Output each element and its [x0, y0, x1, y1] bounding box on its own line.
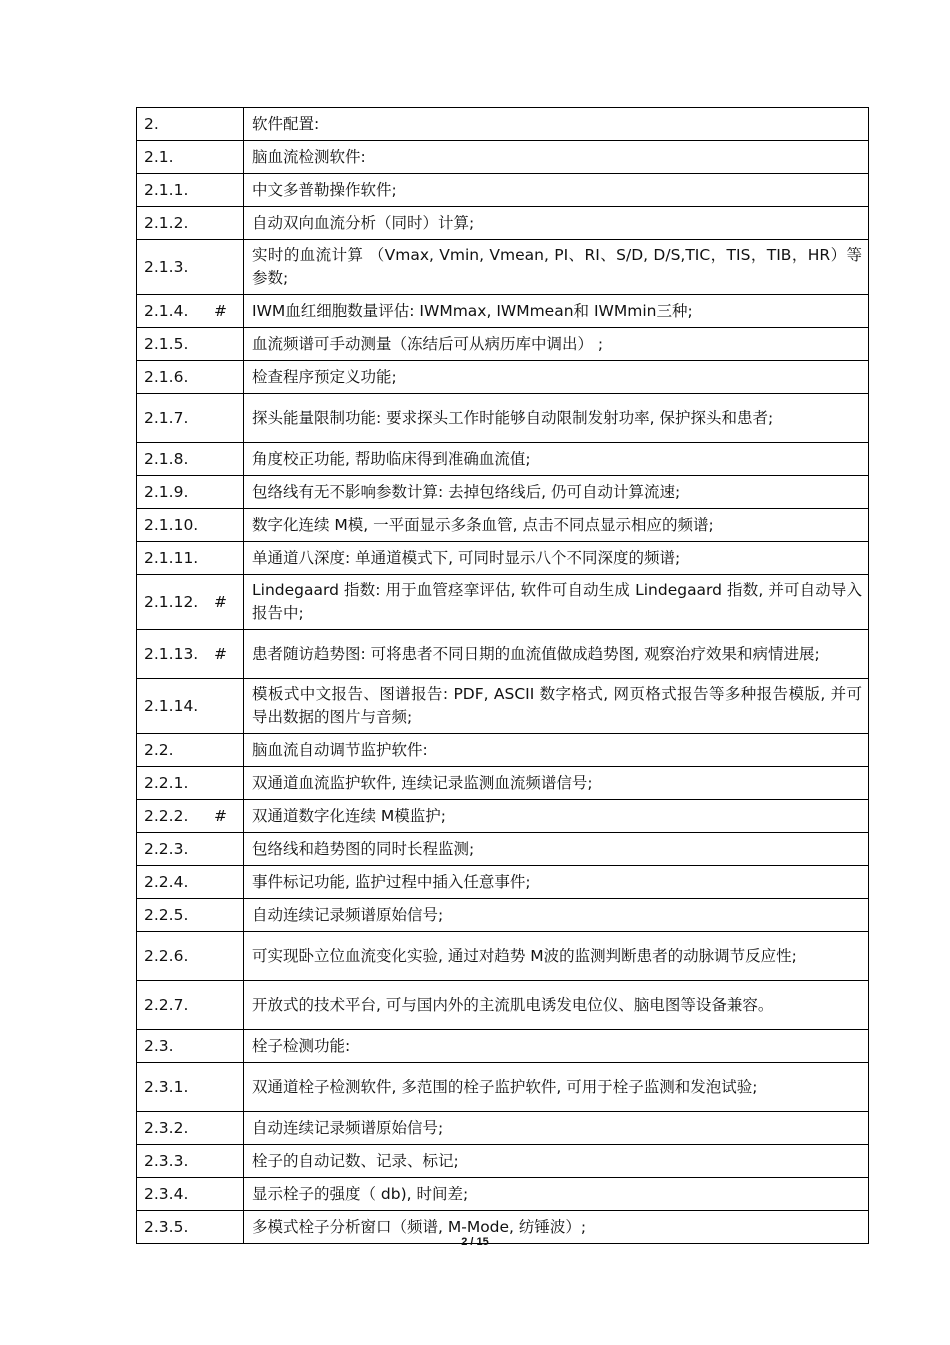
item-number: 2.3.4. [144, 1184, 189, 1203]
item-number-cell [137, 800, 244, 833]
key-item-mark: # [214, 592, 227, 611]
table-row [137, 800, 869, 833]
item-number-wrap [144, 333, 237, 356]
item-description: 单通道八深度: 单通道模式下, 可同时显示八个不同深度的频谱; [244, 542, 869, 575]
item-number: 2.3.5. [144, 1217, 189, 1236]
table-row [137, 141, 869, 174]
item-number: 2.1.12. [144, 592, 199, 611]
item-number-wrap [144, 547, 237, 570]
item-description: 患者随访趋势图: 可将患者不同日期的血流值做成趋势图, 观察治疗效果和病情进展; [244, 630, 869, 679]
item-description: 多模式栓子分析窗口（频谱, M-Mode, 纺锤波）; [244, 1211, 869, 1244]
item-description: IWM血红细胞数量评估: IWMmax, IWMmean和 IWMmin三种; [244, 295, 869, 328]
item-description: 中文多普勒操作软件; [244, 174, 869, 207]
item-number-cell [137, 833, 244, 866]
table-row [137, 542, 869, 575]
item-number: 2.1.6. [144, 367, 189, 386]
item-number-cell [137, 734, 244, 767]
item-number-wrap [144, 448, 237, 471]
table-row [137, 1030, 869, 1063]
item-number-cell [137, 240, 244, 295]
item-number: 2.2.5. [144, 905, 189, 924]
item-number-cell [137, 509, 244, 542]
item-description: 栓子检测功能: [244, 1030, 869, 1063]
item-number-wrap [144, 113, 237, 136]
item-number-cell [137, 542, 244, 575]
item-number-cell [137, 361, 244, 394]
item-description: 显示栓子的强度（ db), 时间差; [244, 1178, 869, 1211]
item-number-cell [137, 207, 244, 240]
item-number-cell [137, 108, 244, 141]
item-number-cell [137, 981, 244, 1030]
item-description: 可实现卧立位血流变化实验, 通过对趋势 M波的监测判断患者的动脉调节反应性; [244, 932, 869, 981]
key-item-mark: # [214, 806, 227, 825]
table-row [137, 295, 869, 328]
item-description: 双通道数字化连续 M模监护; [244, 800, 869, 833]
item-description: Lindegaard 指数: 用于血管痉挛评估, 软件可自动生成 Lindegaard 指数, 并可自动导入报告中; [244, 575, 869, 630]
item-description: 探头能量限制功能: 要求探头工作时能够自动限制发射功率, 保护探头和患者; [244, 394, 869, 443]
table-row [137, 899, 869, 932]
item-number-cell [137, 476, 244, 509]
item-description: 数字化连续 M模, 一平面显示多条血管, 点击不同点显示相应的频谱; [244, 509, 869, 542]
table-row [137, 1112, 869, 1145]
item-number-cell [137, 443, 244, 476]
item-number-wrap [144, 871, 237, 894]
table-row [137, 361, 869, 394]
item-description: 自动连续记录频谱原始信号; [244, 1112, 869, 1145]
item-number: 2.2.1. [144, 773, 189, 792]
table-row [137, 207, 869, 240]
item-number-cell [137, 1178, 244, 1211]
item-number-cell [137, 630, 244, 679]
item-number: 2.3. [144, 1036, 174, 1055]
item-number: 2.1.8. [144, 449, 189, 468]
table-row [137, 394, 869, 443]
item-number: 2.3.3. [144, 1151, 189, 1170]
table-row [137, 767, 869, 800]
item-number: 2.1.2. [144, 213, 189, 232]
item-number-cell [137, 767, 244, 800]
item-number-cell [137, 1145, 244, 1178]
item-number-wrap [144, 838, 237, 861]
table-row [137, 240, 869, 295]
item-number: 2.1.13. [144, 644, 199, 663]
key-item-mark: # [214, 301, 227, 320]
table-row [137, 1145, 869, 1178]
item-number: 2.3.1. [144, 1077, 189, 1096]
item-number-cell [137, 866, 244, 899]
item-number-wrap [144, 146, 237, 169]
item-number-wrap [144, 366, 237, 389]
table-row [137, 575, 869, 630]
table-row [137, 509, 869, 542]
table-row [137, 630, 869, 679]
item-number-wrap [144, 1117, 237, 1140]
item-number: 2.2.4. [144, 872, 189, 891]
item-number-wrap [144, 1150, 237, 1173]
item-number-cell [137, 328, 244, 361]
item-number-cell [137, 394, 244, 443]
item-number-wrap [144, 179, 237, 202]
table-row [137, 1178, 869, 1211]
item-number-cell [137, 679, 244, 734]
item-description: 角度校正功能, 帮助临床得到准确血流值; [244, 443, 869, 476]
item-description: 包络线和趋势图的同时长程监测; [244, 833, 869, 866]
item-number: 2.2. [144, 740, 174, 759]
item-number-cell [137, 575, 244, 630]
item-number-wrap [144, 256, 237, 279]
item-number-wrap [144, 805, 237, 828]
item-number-wrap [144, 300, 237, 323]
item-number: 2.1.10. [144, 515, 199, 534]
item-number: 2.1.14. [144, 696, 199, 715]
key-item-mark: # [214, 644, 227, 663]
item-number: 2.2.7. [144, 995, 189, 1014]
item-number: 2.1.1. [144, 180, 189, 199]
table-row [137, 734, 869, 767]
item-number: 2.1. [144, 147, 174, 166]
item-description: 软件配置: [244, 108, 869, 141]
item-description: 脑血流检测软件: [244, 141, 869, 174]
item-number-cell [137, 1030, 244, 1063]
item-number: 2.1.11. [144, 548, 199, 567]
item-description: 栓子的自动记数、记录、标记; [244, 1145, 869, 1178]
item-number-cell [137, 1063, 244, 1112]
item-number-wrap [144, 1183, 237, 1206]
table-row [137, 833, 869, 866]
page-number: 2 / 15 [461, 1236, 489, 1248]
item-description: 自动双向血流分析（同时）计算; [244, 207, 869, 240]
item-description: 血流频谱可手动测量（冻结后可从病历库中调出） ; [244, 328, 869, 361]
item-number-wrap [144, 772, 237, 795]
table-row [137, 443, 869, 476]
item-number-cell [137, 899, 244, 932]
table-row [137, 174, 869, 207]
item-number-wrap [144, 591, 237, 614]
item-number: 2.1.5. [144, 334, 189, 353]
table-row [137, 1063, 869, 1112]
item-number-wrap [144, 739, 237, 762]
item-number: 2.2.2. [144, 806, 189, 825]
item-number: 2.3.2. [144, 1118, 189, 1137]
item-description: 包络线有无不影响参数计算: 去掉包络线后, 仍可自动计算流速; [244, 476, 869, 509]
item-number: 2.1.9. [144, 482, 189, 501]
table-row [137, 476, 869, 509]
table-row [137, 932, 869, 981]
item-number-wrap [144, 904, 237, 927]
item-number-wrap [144, 695, 237, 718]
table-row [137, 328, 869, 361]
item-number-cell [137, 295, 244, 328]
item-description: 实时的血流计算 （Vmax, Vmin, Vmean, PI、RI、S/D, D/S,TIC，TIS，TIB，HR）等参数; [244, 240, 869, 295]
item-number-wrap [144, 481, 237, 504]
item-number-cell [137, 932, 244, 981]
item-number-wrap [144, 1076, 237, 1099]
table-row [137, 679, 869, 734]
item-description: 事件标记功能, 监护过程中插入任意事件; [244, 866, 869, 899]
item-description: 模板式中文报告、图谱报告: PDF, ASCII 数字格式, 网页格式报告等多种报告模版, 并可导出数据的图片与音频; [244, 679, 869, 734]
item-number-cell [137, 141, 244, 174]
item-number-wrap [144, 945, 237, 968]
item-number-wrap [144, 994, 237, 1017]
item-number: 2.2.6. [144, 946, 189, 965]
item-number: 2.2.3. [144, 839, 189, 858]
spec-table-body [137, 108, 869, 1244]
item-description: 双通道血流监护软件, 连续记录监测血流频谱信号; [244, 767, 869, 800]
item-number: 2.1.7. [144, 408, 189, 427]
item-number-wrap [144, 212, 237, 235]
item-number-wrap [144, 407, 237, 430]
table-row [137, 866, 869, 899]
item-number-cell [137, 1112, 244, 1145]
table-row [137, 981, 869, 1030]
table-row [137, 108, 869, 141]
item-number-wrap [144, 514, 237, 537]
item-description: 检查程序预定义功能; [244, 361, 869, 394]
spec-table [136, 107, 869, 1244]
item-number-wrap [144, 643, 237, 666]
item-description: 开放式的技术平台, 可与国内外的主流肌电诱发电位仪、脑电图等设备兼容。 [244, 981, 869, 1030]
item-number: 2.1.3. [144, 257, 189, 276]
item-number: 2.1.4. [144, 301, 189, 320]
item-description: 脑血流自动调节监护软件: [244, 734, 869, 767]
item-number-cell [137, 174, 244, 207]
item-description: 双通道栓子检测软件, 多范围的栓子监护软件, 可用于栓子监测和发泡试验; [244, 1063, 869, 1112]
item-description: 自动连续记录频谱原始信号; [244, 899, 869, 932]
item-number: 2. [144, 114, 159, 133]
item-number-wrap [144, 1035, 237, 1058]
